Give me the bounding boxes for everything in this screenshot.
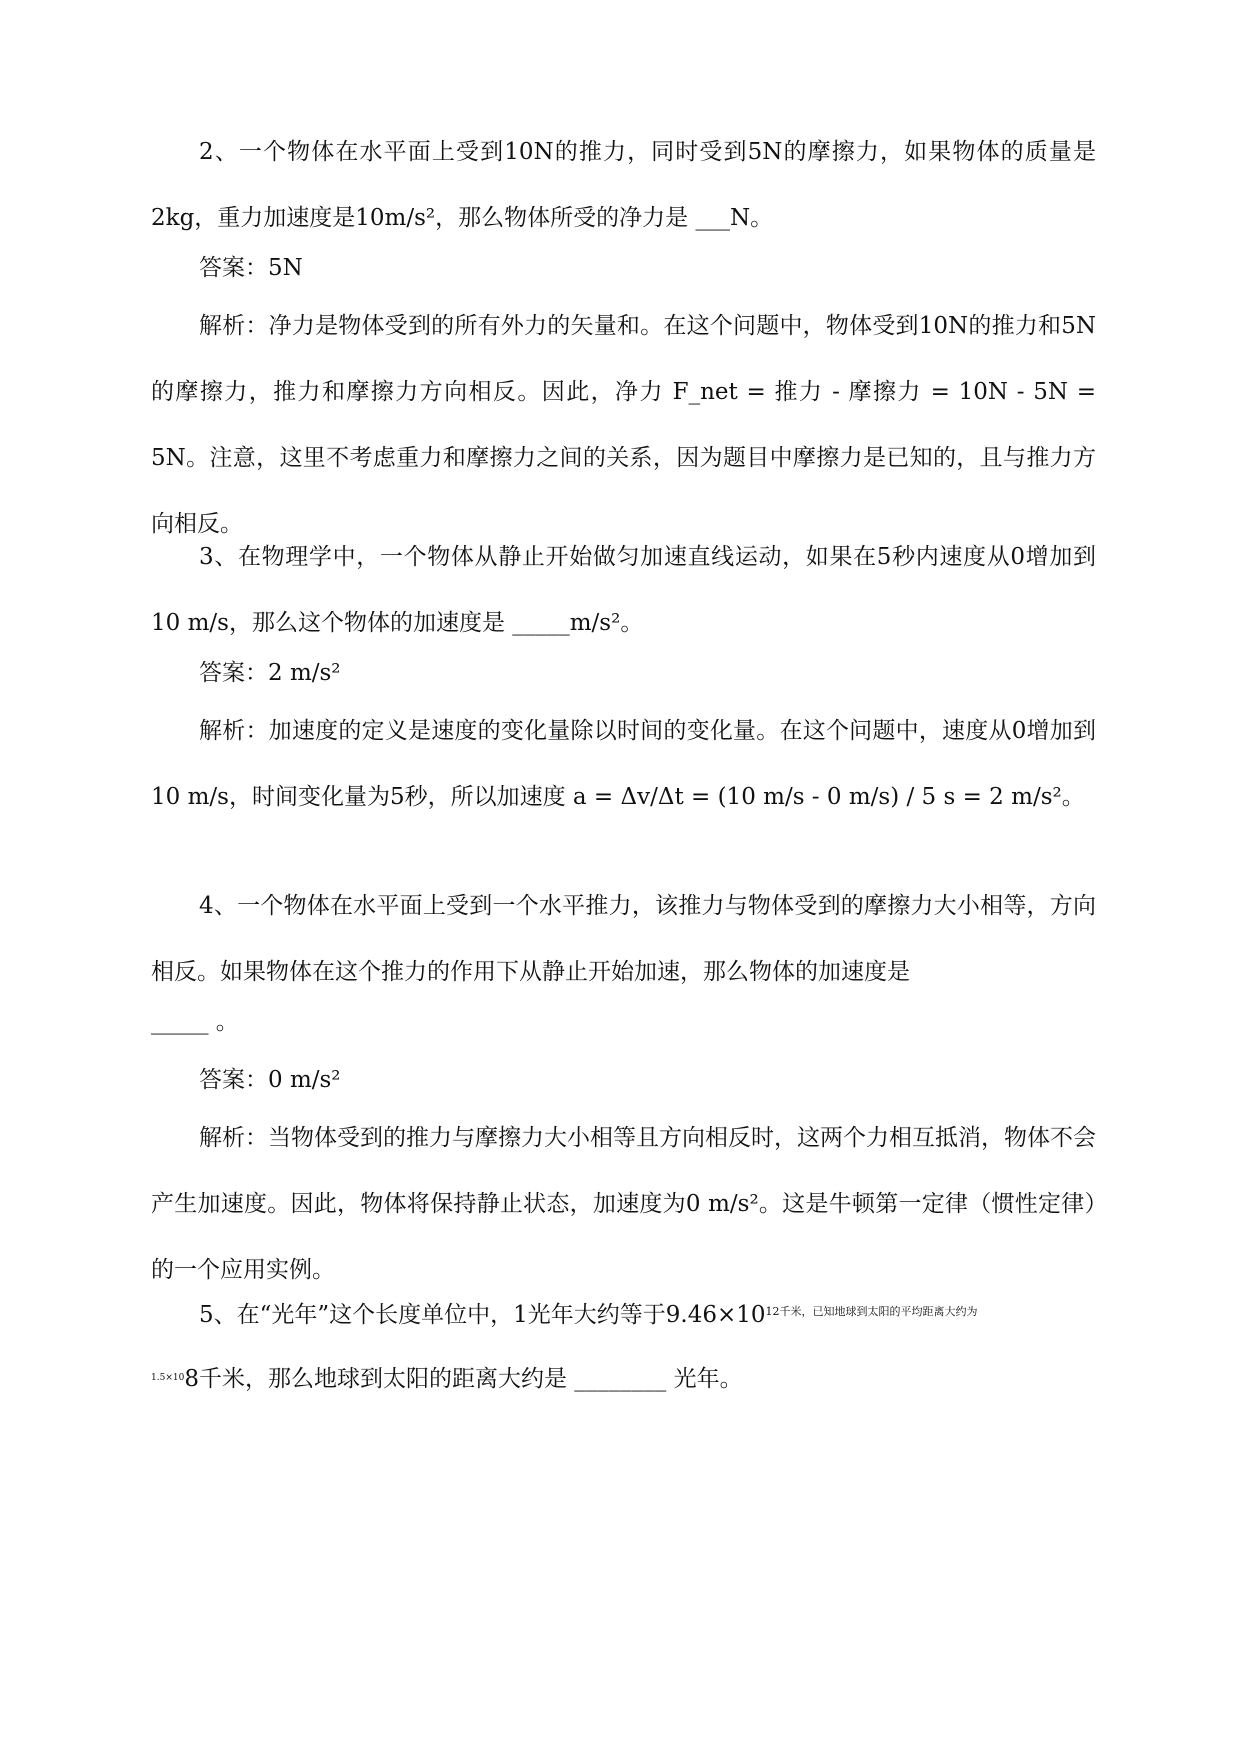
- question-5-text-end: 8千米，那么地球到太阳的距离大约是 ________ 光年。: [184, 1366, 743, 1392]
- question-5-text: 5、在“光年”这个长度单位中，1光年大约等于9.46×10: [199, 1302, 766, 1328]
- analysis-4: 解析：当物体受到的推力与摩擦力大小相等且方向相反时，这两个力相互抵消，物体不会产生加速度。因此，物体将保持静止状态，加速度为0 m/s²。这是牛顿第一定律（惯性定律）的一个应用实例。: [151, 1125, 1096, 1283]
- question-5-small-text: 12千米，已知地球到太阳的平均距离大约为: [765, 1305, 978, 1318]
- question-5-line1: [151, 1279, 1096, 1348]
- question-2: 2、一个物体在水平面上受到10N的推力，同时受到5N的摩擦力，如果物体的质量是2kg，重力加速度是10m/s²，那么物体所受的净力是 ___N。: [151, 139, 1096, 231]
- answer-2: 答案：5N: [199, 255, 303, 281]
- answer-3: 答案：2 m/s²: [199, 660, 341, 686]
- question-4: [151, 873, 1096, 1005]
- analysis-3: 解析：加速度的定义是速度的变化量除以时间的变化量。在这个问题中，速度从0增加到10 m/s，时间变化量为5秒，所以加速度 a = Δv/Δt = (10 m/s - 0 m/s) / 5 s = 2 m/s²。: [151, 718, 1096, 810]
- question-4-blank: _____ 。: [151, 1009, 239, 1035]
- question-5-small-number: 1.5×10: [151, 1373, 185, 1383]
- question-3: 3、在物理学中，一个物体从静止开始做匀加速直线运动，如果在5秒内速度从0增加到10 m/s，那么这个物体的加速度是 _____m/s²。: [151, 544, 1096, 636]
- question-4-text: 4、一个物体在水平面上受到一个水平推力，该推力与物体受到的摩擦力大小相等，方向相反。如果物体在这个推力的作用下从静止开始加速，那么物体的加速度是: [151, 893, 1096, 985]
- answer-4: 答案：0 m/s²: [199, 1067, 341, 1093]
- question-5-line2: [151, 1345, 1096, 1412]
- analysis-2: 解析：净力是物体受到的所有外力的矢量和。在这个问题中，物体受到10N的推力和5N的摩擦力，推力和摩擦力方向相反。因此，净力 F_net = 推力 - 摩擦力 = 10N - 5N = 5N。注意，这里不考虑重力和摩擦力之间的关系，因为题目中摩擦力是已知的，且与推力方向相反。: [151, 313, 1096, 537]
